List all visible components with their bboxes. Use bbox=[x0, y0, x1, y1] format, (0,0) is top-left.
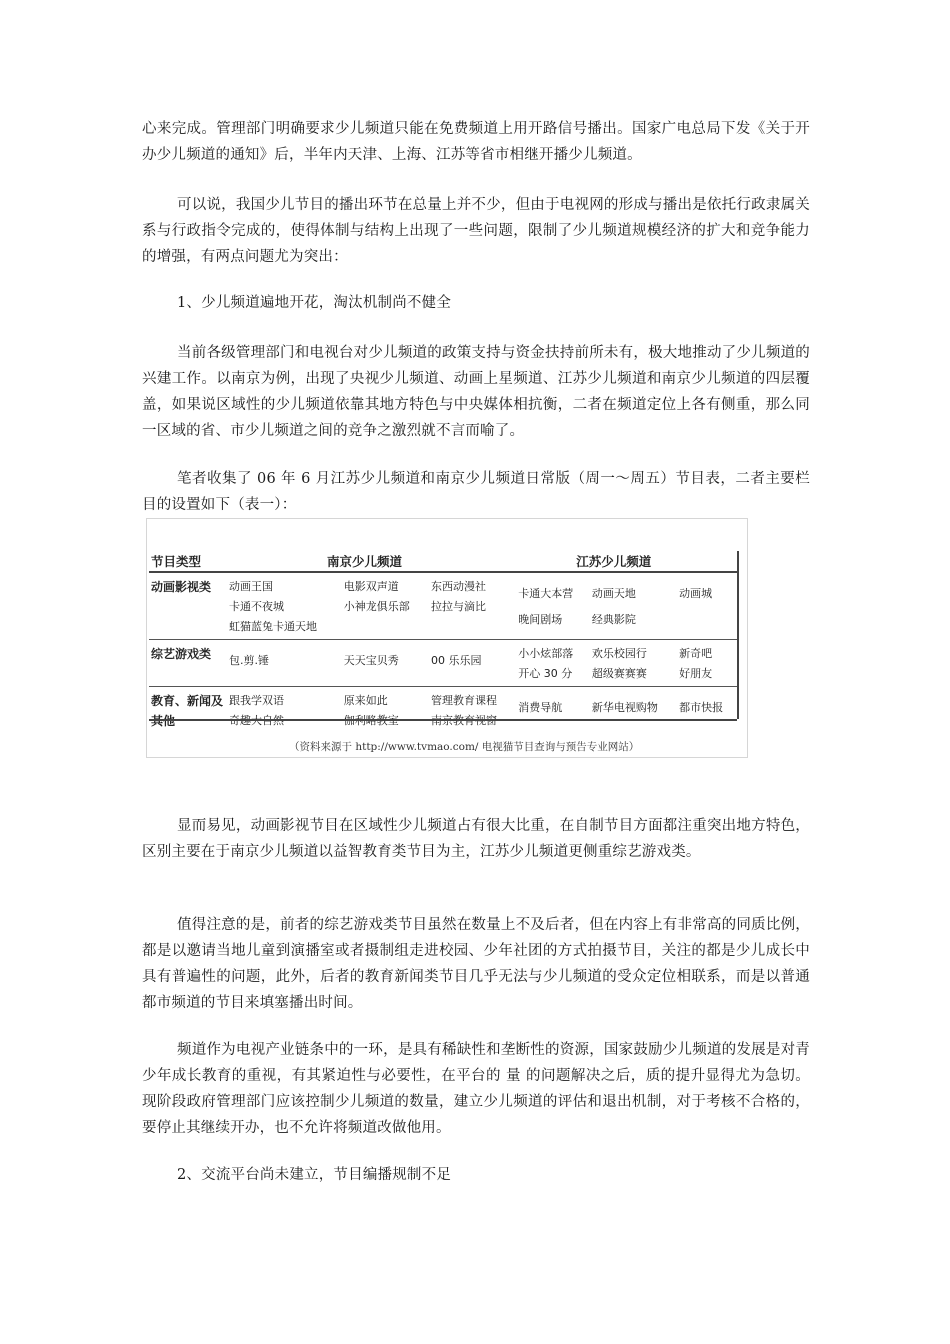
program-cell bbox=[342, 640, 429, 687]
header-jiangsu-channel: 江苏少儿频道 bbox=[576, 554, 652, 569]
program-name: 卡通大本营 bbox=[518, 587, 574, 600]
program-name: 超级赛赛赛 bbox=[591, 667, 647, 680]
program-name: 跟我学双语 bbox=[229, 694, 284, 707]
program-cell bbox=[429, 687, 516, 734]
program-name: 包.剪.锤 bbox=[229, 654, 269, 667]
category-cell: 动画影视类 bbox=[149, 572, 227, 640]
header-nanjing-channel: 南京少儿频道 bbox=[327, 554, 403, 569]
paragraph-observation: 显而易见，动画影视节目在区域性少儿频道占有很大比重，在自制节目方面都注重突出地方特色，区别主要在于南京少儿频道以益智教育类节目为主，江苏少儿频道更侧重综艺游戏类。 bbox=[142, 818, 810, 860]
program-cell bbox=[516, 640, 590, 687]
program-name: 都市快报 bbox=[679, 701, 724, 714]
program-name: 电影双声道 bbox=[343, 580, 399, 593]
program-name: 伽利略教室 bbox=[343, 714, 399, 727]
table-bottom-rule bbox=[149, 719, 737, 721]
paragraph-channel-resource: 频道作为电视产业链条中的一环，是具有稀缺性和垄断性的资源，国家鼓励少儿频道的发展是对青少年成长教育的重视，有其紧迫性与必要性，在平台的 量 的问题解决之后，质的提升显得尤为急切。现阶段政府管理部门应该控制少儿频道的数量，建立少儿频道的评估和退出机制，对于考核不合格的，要停止其继续开办，也不允许将频道改做他用。 bbox=[142, 1042, 810, 1136]
paragraph-continuation: 心来完成。管理部门明确要求少儿频道只能在免费频道上用开路信号播出。国家广电总局下发《关于开办少儿频道的通知》后，半年内天津、上海、江苏等省市相继开播少儿频道。 bbox=[142, 121, 810, 163]
program-name: 原来如此 bbox=[343, 694, 388, 707]
program-cell bbox=[342, 572, 429, 640]
program-name: 动画天地 bbox=[591, 587, 636, 600]
program-name: 南京教育视窗 bbox=[431, 714, 497, 727]
program-name: 新华电视购物 bbox=[591, 701, 658, 714]
paragraph-noteworthy: 值得注意的是，前者的综艺游戏类节目虽然在数量上不及后者，但在内容上有非常高的同质比例，都是以邀请当地儿童到演播室或者摄制组走进校园、少年社团的方式拍摄节目，关注的都是少儿成长中具有普遍性的问题，此外，后者的教育新闻类节目几乎无法与少儿频道的受众定位相联系，而是以普通都市频道的节目来填塞播出时间。 bbox=[142, 917, 810, 1011]
program-cell bbox=[227, 572, 342, 640]
program-name: 管理教育课程 bbox=[431, 694, 497, 707]
paragraph-summary: 可以说，我国少儿节目的播出环节在总量上并不少，但由于电视网的形成与播出是依托行政隶属关系与行政指令完成的，使得体制与结构上出现了一些问题，限制了少儿频道规模经济的扩大和竞争能力的增强，有两点问题尤为突出： bbox=[142, 197, 810, 265]
program-cell bbox=[429, 572, 516, 640]
program-cell bbox=[590, 640, 677, 687]
section-heading-2: 2、交流平台尚未建立，节目编播规制不足 bbox=[177, 1167, 452, 1183]
table-row bbox=[149, 572, 737, 640]
program-name: 小神龙俱乐部 bbox=[343, 600, 410, 613]
program-name: 东西动漫社 bbox=[431, 580, 486, 593]
table-header-row bbox=[149, 551, 737, 572]
program-name: 新奇吧 bbox=[679, 647, 713, 660]
table-source-caption: （资料来源于 http://www.tvmao.com/ 电视猫节目查询与预告专业网站） bbox=[289, 741, 640, 753]
program-name: 天天宝贝秀 bbox=[343, 654, 399, 667]
program-name: 卡通不夜城 bbox=[229, 600, 284, 613]
table-row bbox=[149, 687, 737, 734]
program-name: 00 乐乐园 bbox=[431, 654, 482, 667]
program-name: 虹猫蓝兔卡通天地 bbox=[229, 620, 317, 633]
program-cell bbox=[677, 572, 737, 640]
program-name: 晚间剧场 bbox=[518, 613, 563, 626]
program-cell bbox=[342, 687, 429, 734]
program-name: 动画王国 bbox=[229, 580, 273, 593]
program-name: 消费导航 bbox=[518, 701, 563, 714]
program-name: 经典影院 bbox=[591, 613, 636, 626]
paragraph-table-intro: 笔者收集了 06 年 6 月江苏少儿频道和南京少儿频道日常版（周一～周五）节目表，二者主要栏目的设置如下（表一）： bbox=[142, 471, 810, 513]
program-cell bbox=[677, 687, 737, 734]
program-table-image bbox=[146, 518, 748, 758]
program-cell bbox=[429, 640, 516, 687]
category-cell: 教育、新闻及其他 bbox=[149, 687, 227, 734]
program-name: 小小炫部落 bbox=[518, 647, 574, 660]
program-cell bbox=[677, 640, 737, 687]
program-cell bbox=[227, 640, 342, 687]
category-cell: 综艺游戏类 bbox=[149, 640, 227, 687]
table-right-border bbox=[737, 551, 739, 719]
table-row bbox=[149, 640, 737, 687]
program-table bbox=[149, 551, 737, 733]
program-name: 拉拉与滴比 bbox=[431, 600, 486, 613]
program-cell bbox=[590, 687, 677, 734]
program-name: 开心 30 分 bbox=[518, 667, 573, 680]
program-name: 奇趣大自然 bbox=[229, 714, 284, 727]
program-cell bbox=[516, 572, 590, 640]
program-cell bbox=[227, 687, 342, 734]
section-heading-1: 1、少儿频道遍地开花，淘汰机制尚不健全 bbox=[177, 295, 452, 311]
program-name: 动画城 bbox=[679, 587, 713, 600]
program-name: 好朋友 bbox=[679, 667, 713, 680]
program-cell bbox=[516, 687, 590, 734]
program-name: 欢乐校园行 bbox=[591, 647, 647, 660]
paragraph-nanjing-example: 当前各级管理部门和电视台对少儿频道的政策支持与资金扶持前所未有，极大地推动了少儿频道的兴建工作。以南京为例，出现了央视少儿频道、动画上星频道、江苏少儿频道和南京少儿频道的四层覆盖，如果说区域性的少儿频道依靠其地方特色与中央媒体相抗衡，二者在频道定位上各有侧重，那么同一区域的省、市少儿频道之间的竞争之激烈就不言而喻了。 bbox=[142, 345, 810, 439]
program-cell bbox=[590, 572, 677, 640]
header-program-type: 节目类型 bbox=[151, 554, 202, 569]
